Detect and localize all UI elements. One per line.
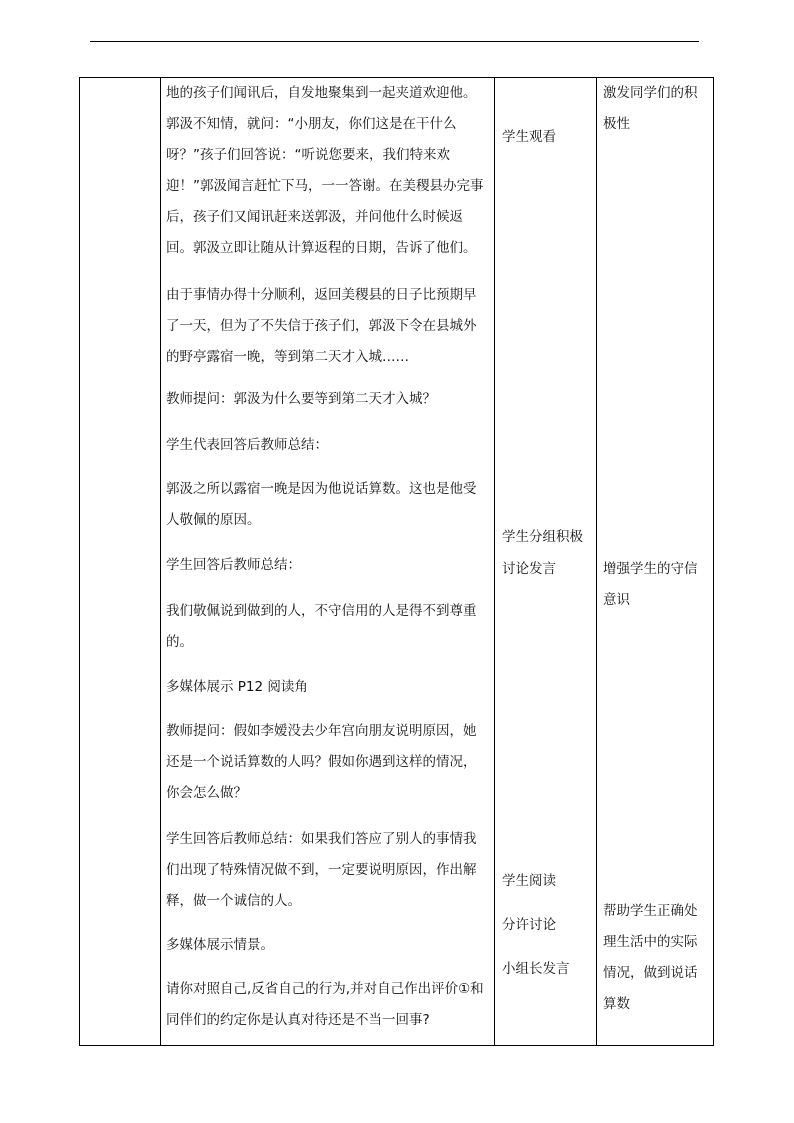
- purpose-help: 帮助学生正确处理生活中的实际情况，做到说话算数: [603, 903, 698, 1012]
- column-divider-3: [596, 78, 597, 1045]
- purpose-motivate: 激发同学们的积极性: [603, 85, 698, 132]
- content-paragraph-6: 学生回答后教师总结：: [166, 557, 301, 573]
- content-paragraph-3: 教师提问：郭汲为什么要等到第二天才入城？: [166, 391, 436, 407]
- lesson-table: [79, 77, 714, 1046]
- student-activity-read: 学生阅读: [502, 873, 556, 889]
- student-activity-discuss-2: 讨论发言: [502, 561, 556, 577]
- content-paragraph-8: 多媒体展示 P12 阅读角: [166, 679, 308, 695]
- content-paragraph-4: 学生代表回答后教师总结：: [166, 437, 328, 453]
- header-rule: [90, 41, 699, 42]
- content-paragraph-9: 教师提问：假如李嫒没去少年宫向朋友说明原因，她还是一个说话算数的人吗？假如你遇到这样的情况，你会怎么做？: [166, 723, 477, 801]
- student-activity-group-1: 分许讨论: [502, 917, 556, 933]
- content-paragraph-7: 我们敬佩说到做到的人，不守信用的人是得不到尊重的。: [166, 603, 477, 650]
- content-paragraph-11: 多媒体展示情景。: [166, 937, 274, 953]
- purpose-integrity: 增强学生的守信意识: [603, 561, 698, 608]
- content-paragraph-5: 郭汲之所以露宿一晚是因为他说话算数。这也是他受人敬佩的原因。: [166, 481, 477, 528]
- column-divider-1: [160, 78, 161, 1045]
- student-activity-discuss-1: 学生分组积极: [502, 529, 583, 545]
- student-activity-group-2: 小组长发言: [502, 961, 570, 977]
- content-paragraph-1: 地的孩子们闻讯后，自发地聚集到一起夹道欢迎他。郭汲不知情，就问：“小朋友，你们这是在干什么呀？”孩子们回答说：“听说您要来，我们特来欢迎！”郭汲闻言赶忙下马，一一答谢。在美稷县办完事后，孩子们又闻讯赶来送郭汲，并问他什么时候返回。郭汲立即让随从计算返程的日期，告诉了他们。: [166, 85, 484, 256]
- content-paragraph-2: 由于事情办得十分顺利，返回美稷县的日子比预期早了一天，但为了不失信于孩子们，郭汲下令在县城外的野亭露宿一晚，等到第二天才入城……: [166, 287, 477, 365]
- content-paragraph-10: 学生回答后教师总结：如果我们答应了别人的事情我们出现了特殊情况做不到，一定要说明原因，作出解释，做一个诚信的人。: [166, 831, 477, 909]
- teaching-content-cell: [166, 78, 488, 1047]
- column-divider-2: [494, 78, 495, 1045]
- content-paragraph-12: 请你对照自己,反省自己的行为,并对自己作出评价①和同伴们的约定你是认真对待还是不当一回事?: [166, 981, 484, 1028]
- student-activity-watch: 学生观看: [502, 129, 556, 145]
